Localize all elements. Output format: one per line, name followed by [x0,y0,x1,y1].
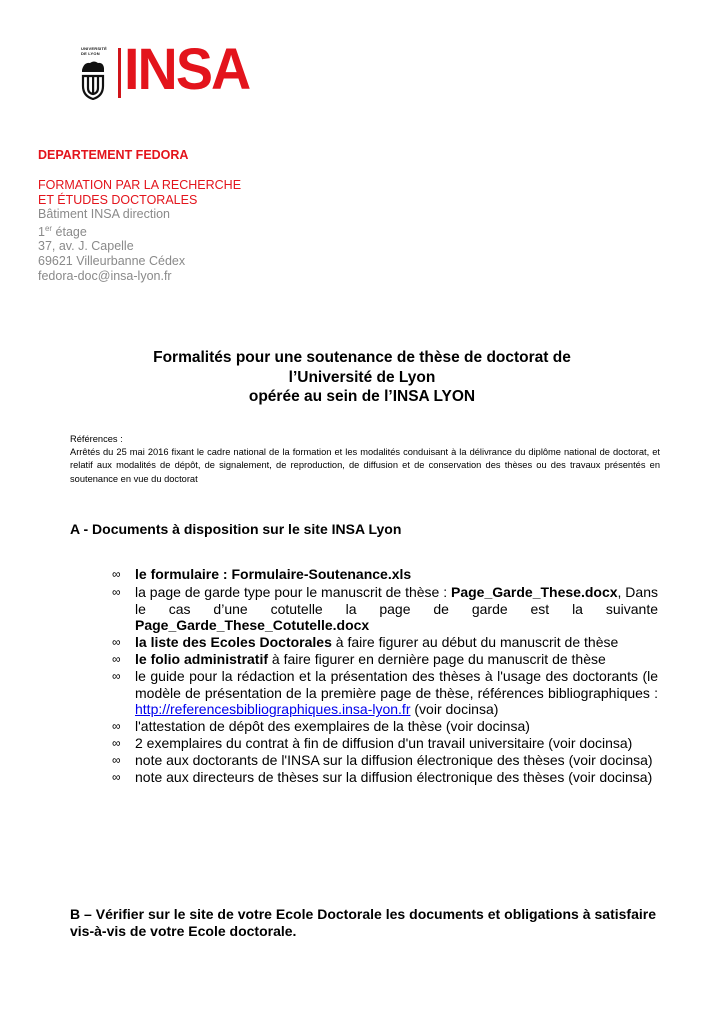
form-link-text: le formulaire : Formulaire-Soutenance.xls [135,566,412,582]
administrative-folio: le folio administratif [135,650,269,667]
list-item: ∞ 2 exemplaires du contrat à fin de diffusion d'un travail universitaire (voir docinsa) [112,734,633,751]
bullet-icon: ∞ [112,584,121,599]
insa-wordmark: INSA [124,37,250,102]
bullet-icon: ∞ [112,719,121,734]
address-block [38,207,185,283]
title-line-3: opérée au sein de l’INSA LYON [248,388,476,405]
bibliography-link[interactable]: http://referencesbibliographiques.insa-lyon.fr [135,701,411,718]
logo-divider [118,48,121,98]
list-item: ∞ la liste des Ecoles Doctorales à faire figurer au début du manuscrit de thèse [112,634,619,651]
bullet-icon: ∞ [112,769,121,784]
document-title [60,348,664,407]
references-label: Références : [70,434,123,444]
contact-email[interactable]: fedora-doc@insa-lyon.fr [38,268,172,283]
list-item: ∞ la page de garde type pour le manuscrit de thèse : Page_Garde_These.docx, Dans le cas d’une cotutelle la page de garde est la suivante Page_Garde_These_Cotutelle.docx [112,583,658,634]
bullet-icon: ∞ [112,567,121,581]
bullet-icon: ∞ [112,635,121,650]
university-logo-text: UNIVERSITÉ DE LYON [81,46,108,56]
bullet-icon: ∞ [112,668,121,683]
list-item: ∞ note aux directeurs de thèses sur la diffusion électronique des thèses (voir docinsa) [112,768,653,785]
insa-logo [80,37,260,102]
list-item [112,566,658,583]
list-item: ∞ le guide pour la rédaction et la présentation des thèses à l'usage des doctorants (le modèle de présentation de la première page de thèse, références bibliographiques : http://referencesbibliographiques.insa-lyon.fr (voir docinsa) [112,667,658,718]
list-item: ∞ l'attestation de dépôt des exemplaires de la thèse (voir docinsa) [112,718,530,735]
formation-title [38,178,241,208]
address-city: 69621 Villeurbanne Cédex [38,253,186,268]
department-name: DEPARTEMENT FEDORA [38,148,189,162]
doctoral-schools-list: la liste des Ecoles Doctorales [135,634,332,651]
formation-line-1: FORMATION PAR LA RECHERCHE [38,178,242,192]
list-item: ∞ le folio administratif à faire figurer en dernière page du manuscrit de thèse [112,650,606,667]
section-b-heading: B – Vérifier sur le site de votre Ecole Doctorale les documents et obligations à satisfaire vis-à-vis de votre Ecole doctorale. [70,906,656,939]
cotutelle-cover-file: Page_Garde_These_Cotutelle.docx [135,617,370,634]
list-item: ∞ note aux doctorants de l'INSA sur la diffusion électronique des thèses (voir docinsa) [112,751,653,768]
address-building: Bâtiment INSA direction [38,207,171,221]
formation-line-2: ET ÉTUDES DOCTORALES [38,193,198,207]
address-floor: 1er étage [38,223,87,239]
bullet-icon: ∞ [112,735,121,750]
bullet-icon: ∞ [112,752,121,767]
references-text: Arrêtés du 25 mai 2016 fixant le cadre national de la formation et les modalités conduisant à la délivrance du diplôme national de doctorat, et relatif aux modalités de dépôt, de signalement, de reproduction, de diffusion et de conservation des thèses ou des travaux présentés en soutenance en vue du doctorat [70,447,660,484]
documents-list [112,566,658,785]
title-line-2: l’Université de Lyon [288,368,436,386]
section-a-heading: A - Documents à disposition sur le site INSA Lyon [70,521,402,537]
address-street: 37, av. J. Capelle [38,239,134,254]
cover-page-file: Page_Garde_These.docx [451,583,618,600]
title-line-1: Formalités pour une soutenance de thèse de doctorat de [153,349,571,366]
references-block [70,433,660,486]
bullet-icon: ∞ [112,651,121,666]
